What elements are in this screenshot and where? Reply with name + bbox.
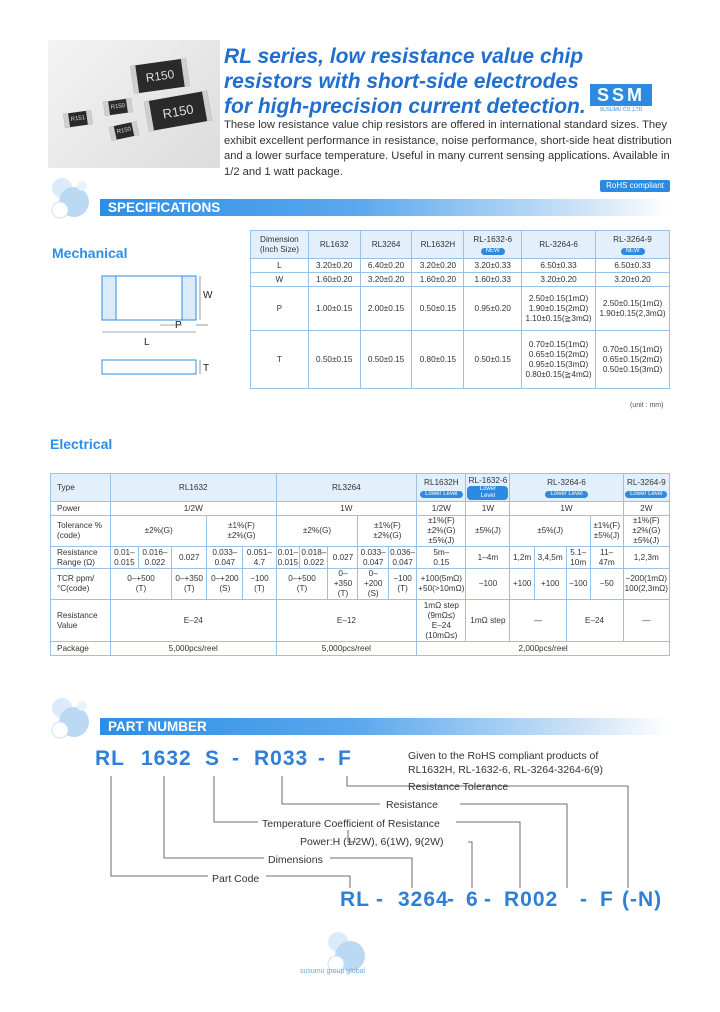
code-dash: -: [318, 747, 326, 770]
cell: 0–+500 (T): [111, 569, 172, 600]
cell: Resistance Value: [51, 600, 111, 642]
cell: 0.027: [172, 547, 207, 569]
cell: Tolerance %(code): [51, 516, 111, 547]
cell: −100 (T): [243, 569, 276, 600]
cell: 1W: [510, 502, 623, 516]
code-dash: -: [232, 747, 240, 770]
label-tcr: Temperature Coefficient of Resistance: [262, 818, 440, 830]
cell: Package: [51, 642, 111, 656]
lower-level-badge: Lower Level: [467, 486, 508, 500]
cell: 0.50±0.15: [308, 331, 360, 389]
cell: 6.50±0.33: [596, 259, 670, 273]
cell: ±1%(F) ±2%(G) ±5%(J): [623, 516, 669, 547]
chip-image: R150: [130, 58, 189, 94]
cell: Resistance Range (Ω): [51, 547, 111, 569]
cell: E–24: [566, 600, 623, 642]
code-tolerance: F: [338, 747, 352, 770]
code-dash: -: [484, 888, 492, 911]
cell: 5m– 0.15: [417, 547, 466, 569]
diagram-label-t: T: [203, 363, 210, 374]
cell: ±1%(F) ±2%(G): [207, 516, 276, 547]
cell: RL3264: [276, 474, 417, 502]
label-resistance: Resistance: [386, 799, 438, 811]
cell: 1.00±0.15: [308, 287, 360, 331]
code-dimension: 3264: [398, 888, 449, 911]
label-dimensions: Dimensions: [268, 854, 323, 866]
rohs-badge: RoHS compliant: [600, 180, 670, 192]
chip-image: R150: [144, 91, 212, 132]
cell: 1mΩ step (9mΩ≤) E–24 (10mΩ≤): [417, 600, 466, 642]
cell: 3.20±0.20: [596, 273, 670, 287]
cell: 1mΩ step: [466, 600, 510, 642]
page-title: RL series, low resistance value chip resistors with short-side electrodes for high-precision current detection.: [224, 45, 586, 118]
cell: ±5%(J): [510, 516, 590, 547]
cell: RL1632H Lower Level: [417, 474, 466, 502]
cell: 0.70±0.15(1mΩ) 0.65±0.15(2mΩ) 0.95±0.15(3mΩ) 0.80±0.15(≧4mΩ): [522, 331, 596, 389]
cell: 2,000pcs/reel: [417, 642, 670, 656]
cell: 0–+350 (T): [328, 569, 358, 600]
mech-header: RL3264: [360, 231, 412, 259]
cell: −50: [590, 569, 623, 600]
cell: 0.01– 0.015: [111, 547, 139, 569]
cell: 1/2W: [417, 502, 466, 516]
cell: 0.50±0.15: [360, 331, 412, 389]
cell: 3.20±0.33: [464, 259, 522, 273]
mech-header: RL-1632-6 NEW: [464, 231, 522, 259]
cell: 1.60±0.20: [308, 273, 360, 287]
cell: 5,000pcs/reel: [276, 642, 417, 656]
label-power: Power:H (1/2W), 6(1W), 9(2W): [300, 836, 444, 848]
specifications-header: SPECIFICATIONS: [100, 199, 670, 216]
cell: 1–4m: [466, 547, 510, 569]
label-part-code: Part Code: [212, 873, 260, 885]
cell: 1W: [276, 502, 417, 516]
lower-level-badge: Lower Level: [545, 491, 587, 498]
code-power: 6: [466, 888, 479, 911]
cell: 1.60±0.33: [464, 273, 522, 287]
code-series: RL: [95, 747, 125, 770]
mech-header: RL1632: [308, 231, 360, 259]
part-number-header: PART NUMBER: [100, 718, 670, 735]
new-badge: NEW: [621, 248, 645, 255]
cell: 11– 47m: [590, 547, 623, 569]
cell: P: [251, 287, 309, 331]
cell: 6.50±0.33: [522, 259, 596, 273]
cell: 0–+200 (S): [207, 569, 243, 600]
cell: 0.033– 0.047: [358, 547, 389, 569]
cell: 0.051– 4.7: [243, 547, 276, 569]
footer-mark: susumu group global: [300, 968, 365, 975]
intro-text: These low resistance value chip resistors are offered in international standard sizes. They exhibit excellent performance in resistance, noise performance, short-side heat distribution and a lower surface temperature. Useful in many current sensing applications. Available in 1/2 and 1 watt package.: [224, 119, 672, 178]
cell: 6.40±0.20: [360, 259, 412, 273]
cell: E–12: [276, 600, 417, 642]
cell: 5.1– 10m: [566, 547, 590, 569]
cell: 3.20±0.20: [308, 259, 360, 273]
mechanical-subheading: Mechanical: [52, 245, 128, 261]
cell: ±5%(J): [466, 516, 510, 547]
cell: 3.20±0.20: [412, 259, 464, 273]
cell: —: [623, 600, 669, 642]
cell: E–24: [111, 600, 277, 642]
cell: 0–+350 (T): [172, 569, 207, 600]
cell: 0.01– 0.015: [277, 547, 299, 567]
logo-subtext: SUSUMU CO.,LTD: [599, 107, 643, 113]
rohs-note: Given to the RoHS compliant products of: [408, 750, 599, 762]
cell: Power: [51, 502, 111, 516]
label-tolerance: Resistance Tolerance: [408, 781, 509, 793]
mech-header: RL-3264-9 NEW: [596, 231, 670, 259]
cell: 0.80±0.15: [412, 331, 464, 389]
cell: 2.50±0.15(1mΩ) 1.90±0.15(2mΩ) 1.10±0.15(≧3mΩ): [522, 287, 596, 331]
cell: 0.016– 0.022: [138, 547, 171, 569]
cell: +100(5mΩ) +50(>10mΩ): [417, 569, 466, 600]
diagram-label-l: L: [144, 337, 150, 348]
cell: 3,4,5m: [534, 547, 566, 569]
cell: 0.027: [328, 547, 358, 569]
cell: +100: [534, 569, 566, 600]
cell: 0.50±0.15: [464, 331, 522, 389]
cell: 1,2m: [510, 547, 534, 569]
cell: RL1632: [111, 474, 277, 502]
cell: RL-1632-6 Lower Level: [466, 474, 510, 502]
cell: RL-3264-6 Lower Level: [510, 474, 623, 502]
cell: ±1%(F) ±5%(J): [590, 516, 623, 547]
cell: 1,2,3m: [623, 547, 669, 569]
mech-header: RL1632H: [412, 231, 464, 259]
code-resistance: R033: [254, 747, 309, 770]
cell: +100: [510, 569, 534, 600]
cell: ±2%(G): [111, 516, 207, 547]
mech-header: RL-3264-6: [522, 231, 596, 259]
cell: 1.60±0.20: [412, 273, 464, 287]
cell: 0.018– 0.022: [301, 547, 327, 567]
cell: 2W: [623, 502, 669, 516]
new-badge: NEW: [481, 248, 505, 255]
cell: L: [251, 259, 309, 273]
cell: T: [251, 331, 309, 389]
cell: −100: [566, 569, 590, 600]
cell: —: [510, 600, 566, 642]
diagram-label-w: W: [203, 290, 213, 301]
cell: Type: [51, 474, 111, 502]
chip-image: R151: [63, 110, 93, 128]
cell: 0.70±0.15(1mΩ) 0.65±0.15(2mΩ) 0.50±0.15(3mΩ): [596, 331, 670, 389]
cell: 0.033– 0.047: [207, 547, 243, 569]
cell: 0–+500 (T): [276, 569, 328, 600]
cell: 0.50±0.15: [412, 287, 464, 331]
code-dimension: 1632: [141, 747, 192, 770]
code-rohs-suffix: (-N): [622, 888, 663, 911]
cell: W: [251, 273, 309, 287]
cell: 0.95±0.20: [464, 287, 522, 331]
cell: −100 (T): [388, 569, 416, 600]
unit-note: (unit : mm): [630, 402, 664, 409]
mech-header: Dimension (Inch Size): [251, 231, 309, 259]
chip-image: R150: [103, 98, 133, 116]
cell: 3.20±0.20: [522, 273, 596, 287]
cell: ±2%(G): [276, 516, 358, 547]
electrical-subheading: Electrical: [50, 436, 113, 452]
code-tolerance: F: [600, 888, 614, 911]
cell: 1/2W: [111, 502, 277, 516]
code-dash: -: [376, 888, 384, 911]
code-series: RL: [340, 888, 370, 911]
cell: 0.036– 0.047: [390, 547, 416, 567]
code-tcr: S: [205, 747, 221, 770]
lower-level-badge: Lower Level: [420, 491, 462, 498]
diagram-label-p: P: [175, 320, 182, 331]
cell: RL-3264-9 Lower Level: [623, 474, 669, 502]
cell: ±1%(F) ±2%(G) ±5%(J): [417, 516, 466, 547]
lower-level-badge: Lower Level: [625, 491, 667, 498]
cell: 3.20±0.20: [360, 273, 412, 287]
cell: 2.50±0.15(1mΩ) 1.90±0.15(2,3mΩ): [596, 287, 670, 331]
code-resistance: R002: [504, 888, 559, 911]
cell: −100: [466, 569, 510, 600]
cell: TCR ppm/°C(code): [51, 569, 111, 600]
cell: 1W: [466, 502, 510, 516]
cell: −200(1mΩ) 100(2,3mΩ): [623, 569, 669, 600]
cell: 0–+200 (S): [358, 569, 389, 600]
cell: 5,000pcs/reel: [111, 642, 277, 656]
cell: ±1%(F) ±2%(G): [358, 516, 417, 547]
chip-image: R150: [109, 121, 139, 141]
code-dash: -: [447, 888, 455, 911]
rohs-note: RL1632H, RL-1632-6, RL-3264-3264-6(9): [408, 764, 603, 776]
cell: 2.00±0.15: [360, 287, 412, 331]
logo-text: SSM: [590, 84, 652, 106]
code-dash: -: [580, 888, 588, 911]
